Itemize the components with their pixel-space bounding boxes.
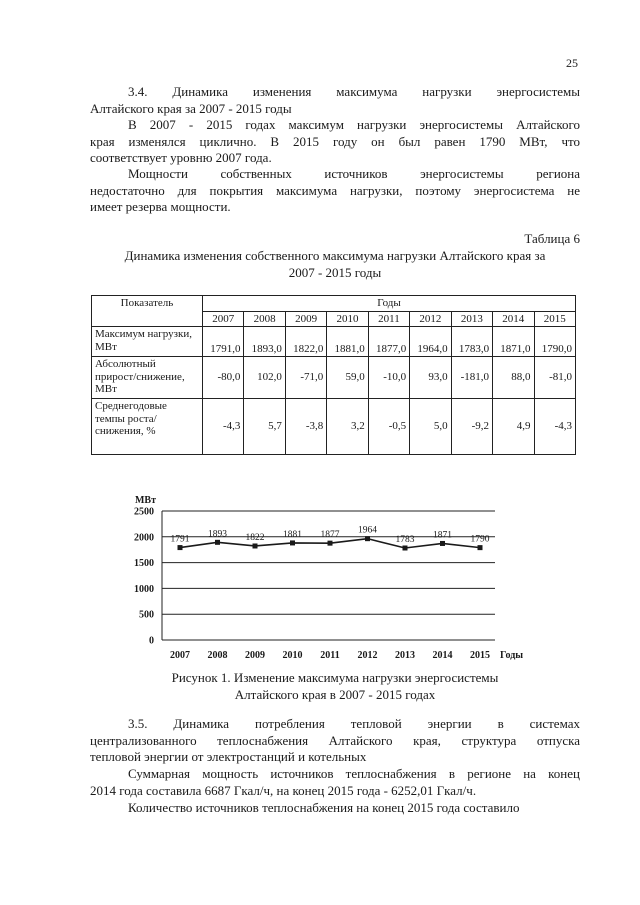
paragraph-line: В 2007 - 2015 годах максимум нагрузки энергосистемы Алтайского [128, 117, 580, 132]
figure-caption-line: Алтайского края в 2007 - 2015 годах [234, 686, 436, 702]
x-tick-label: 2008 [207, 650, 228, 661]
x-tick-label: 2012 [357, 650, 378, 661]
x-axis-label: Годы [500, 650, 524, 661]
table-row [92, 357, 576, 399]
data-point [478, 545, 483, 550]
heading-line: 3.5. Динамика потребления тепловой энергии в системах [128, 716, 580, 731]
table-cell: -71,0 [285, 357, 326, 399]
data-point [178, 545, 183, 550]
x-tick-label: 2014 [432, 650, 453, 661]
table-cell: 1893,0 [244, 327, 285, 357]
load-table [91, 295, 576, 455]
table-label: Таблица 6 [524, 231, 580, 246]
data-label: 1871 [433, 530, 452, 541]
x-tick-label: 2010 [282, 650, 303, 661]
paragraph-line: соответствует уровню 2007 года. [90, 150, 272, 165]
table-caption-line: Динамика изменения собственного максимума нагрузки Алтайского края за [124, 248, 546, 263]
paragraph-line: края изменялся циклично. В 2015 году он был равен 1790 МВт, что [90, 133, 580, 149]
table-cell: 1783,0 [451, 327, 492, 357]
data-point [365, 536, 370, 541]
data-point [253, 543, 258, 548]
table-cell: 3,2 [327, 399, 368, 455]
year-header: 2013 [451, 311, 492, 327]
paragraph-line: имеет резерва мощности. [90, 199, 231, 214]
section-3-4-paragraph-2 [90, 166, 580, 216]
y-tick-label: 0 [149, 635, 154, 647]
table-cell: 1822,0 [285, 327, 326, 357]
figure-caption [90, 670, 580, 703]
row-label: Максимум нагрузки, МВт [92, 327, 203, 357]
data-label: 1964 [358, 525, 377, 536]
table-cell: -181,0 [451, 357, 492, 399]
heading-line: 3.4. Динамика изменения максимума нагрузки энергосистемы [128, 84, 580, 99]
data-label: 1877 [320, 530, 340, 541]
table-cell: 93,0 [410, 357, 451, 399]
table-row [92, 399, 576, 455]
paragraph-line: 2014 года составила 6687 Гкал/ч, на конец 2015 года - 6252,01 Гкал/ч. [90, 782, 477, 798]
table-cell: -4,3 [203, 399, 244, 455]
figure-caption-line: Рисунок 1. Изменение максимума нагрузки энергосистемы [171, 670, 499, 685]
data-point [328, 541, 333, 546]
data-label: 1791 [170, 534, 190, 545]
y-tick-label: 1500 [134, 558, 154, 570]
table-cell: 59,0 [327, 357, 368, 399]
section-3-5-heading [90, 716, 580, 766]
section-3-4-paragraph-1 [90, 117, 580, 167]
y-tick-label: 2500 [134, 506, 154, 518]
section-3-4-heading [90, 84, 580, 117]
table-header-row [92, 296, 576, 312]
table-cell: 102,0 [244, 357, 285, 399]
heading-line: тепловой энергии от электростанций и котельных [90, 749, 367, 764]
year-header: 2011 [368, 311, 409, 327]
table-cell: -4,3 [534, 399, 576, 455]
header-years: Годы [203, 296, 576, 312]
table-cell: -9,2 [451, 399, 492, 455]
table-caption-line: 2007 - 2015 годы [288, 264, 382, 280]
year-header: 2007 [203, 311, 244, 327]
paragraph-line: Мощности собственных источников энергосистемы региона [128, 166, 580, 181]
x-tick-label: 2011 [320, 650, 340, 661]
table-cell: -81,0 [534, 357, 576, 399]
y-tick-label: 2000 [134, 532, 154, 544]
x-tick-label: 2009 [245, 650, 265, 661]
table-cell: 1877,0 [368, 327, 409, 357]
heading-line: Алтайского края за 2007 - 2015 годы [90, 100, 292, 116]
table-cell: 1871,0 [493, 327, 534, 357]
y-tick-label: 500 [139, 609, 154, 621]
data-point [403, 545, 408, 550]
header-indicator: Показатель [92, 296, 203, 327]
paragraph-line: Суммарная мощность источников теплоснабжения в регионе на конец [128, 766, 580, 781]
year-header: 2008 [244, 311, 285, 327]
table-cell: -0,5 [368, 399, 409, 455]
table-cell: -10,0 [368, 357, 409, 399]
data-label: 1893 [208, 529, 227, 540]
data-point [215, 540, 220, 545]
data-label: 1790 [470, 534, 490, 545]
x-tick-label: 2015 [470, 650, 490, 661]
data-point [290, 540, 295, 545]
heading-line: централизованного теплоснабжения Алтайского края, структура отпуска [90, 732, 580, 748]
table-cell: 5,0 [410, 399, 451, 455]
section-3-5-paragraph-2 [90, 800, 580, 817]
table-cell: 88,0 [493, 357, 534, 399]
year-header: 2014 [493, 311, 534, 327]
table-cell: 1964,0 [410, 327, 451, 357]
row-label: Среднегодовые темпы роста/снижения, % [92, 399, 203, 455]
paragraph-line: Количество источников теплоснабжения на конец 2015 года составило [128, 800, 520, 815]
table-cell: 1790,0 [534, 327, 576, 357]
load-chart [0, 490, 640, 670]
x-tick-label: 2013 [395, 650, 415, 661]
table-cell: 1791,0 [203, 327, 244, 357]
data-label: 1881 [283, 529, 302, 540]
year-header: 2015 [534, 311, 576, 327]
table-cell: -80,0 [203, 357, 244, 399]
table-cell: 5,7 [244, 399, 285, 455]
year-header: 2010 [327, 311, 368, 327]
data-label: 1783 [395, 534, 415, 545]
y-axis-label: МВт [134, 495, 156, 506]
table-cell: 1881,0 [327, 327, 368, 357]
table-caption [90, 248, 580, 281]
table-cell: -3,8 [285, 399, 326, 455]
x-tick-label: 2007 [170, 650, 190, 661]
year-header: 2009 [285, 311, 326, 327]
row-label: Абсолютный прирост/снижение, МВт [92, 357, 203, 399]
y-tick-label: 1000 [134, 583, 154, 595]
section-3-5-paragraph-1 [90, 766, 580, 799]
page-number: 25 [566, 56, 578, 70]
year-header: 2012 [410, 311, 451, 327]
data-label: 1822 [245, 532, 265, 543]
paragraph-line: недостаточно для покрытия максимума нагрузки, поэтому энергосистема не [90, 182, 580, 198]
table-cell: 4,9 [493, 399, 534, 455]
table-row [92, 327, 576, 357]
data-point [440, 541, 445, 546]
